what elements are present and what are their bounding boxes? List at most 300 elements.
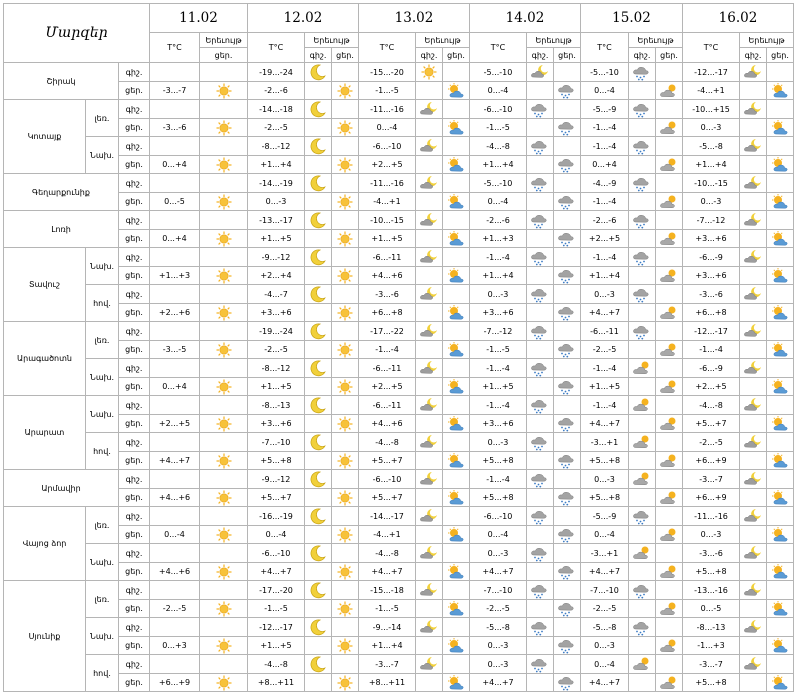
- weather-icon-night: [305, 137, 332, 156]
- weather-icon-day: [554, 415, 581, 433]
- temperature-value: -7...-12: [683, 211, 740, 230]
- weather-icon-night: [629, 526, 656, 544]
- weather-icon-day: [554, 322, 581, 341]
- temperature-value: -14...-19: [248, 174, 305, 193]
- forecast-table: [3, 3, 794, 692]
- weather-icon-night: [527, 655, 554, 674]
- period-label: գիշ.: [119, 248, 150, 267]
- cloud-sun-icon: [656, 83, 682, 99]
- weather-icon-cell: [200, 415, 248, 433]
- temperature-value: +6...+9: [150, 674, 200, 692]
- temperature-value: +2...+6: [150, 304, 200, 322]
- temperature-value: -1...-4: [470, 359, 527, 378]
- temperature-value: +1...+5: [248, 637, 305, 655]
- weather-icon-day: [656, 396, 683, 415]
- weather-icon-night: [629, 600, 656, 618]
- weather-icon-day: [554, 193, 581, 211]
- weather-icon-cell: [200, 618, 248, 637]
- table-row: [4, 248, 794, 267]
- table-row: [4, 285, 794, 304]
- temperature-value: -1...-5: [470, 119, 527, 137]
- weather-icon-night: [740, 119, 767, 137]
- weather-icon-day: [443, 341, 470, 359]
- weather-icon-day: [554, 211, 581, 230]
- weather-icon-night: [629, 174, 656, 193]
- cloud-moon-icon: [416, 619, 442, 635]
- weather-icon-day: [332, 248, 359, 267]
- weather-icon-night: [527, 119, 554, 137]
- phenomena-header: Երեւույթ: [305, 33, 359, 48]
- temperature-value: -2...-5: [581, 341, 629, 359]
- temperature-value: -9...-12: [248, 248, 305, 267]
- cloud-sun-icon: [656, 157, 682, 173]
- weather-icon-night: [629, 674, 656, 692]
- weather-icon-night: [416, 322, 443, 341]
- weather-icon-night: [527, 415, 554, 433]
- weather-icon-day: [443, 470, 470, 489]
- period-label: ցեր.: [119, 600, 150, 618]
- table-row: [4, 526, 794, 544]
- weather-icon-night: [305, 433, 332, 452]
- temperature-value: [150, 581, 200, 600]
- cloud-snow-icon: [527, 360, 553, 377]
- weather-icon-night: [629, 637, 656, 655]
- temperature-value: -9...-12: [248, 470, 305, 489]
- temperature-value: [150, 137, 200, 156]
- moon-icon: [305, 211, 331, 229]
- period-label: ցեր.: [119, 563, 150, 581]
- date-header: 15.02: [581, 4, 683, 33]
- weather-icon-day: [767, 600, 794, 618]
- temperature-value: -3...+1: [581, 433, 629, 452]
- sun-icon: [332, 527, 358, 543]
- date-header: 11.02: [150, 4, 248, 33]
- weather-icon-day: [554, 174, 581, 193]
- weather-icon-day: [554, 655, 581, 674]
- sun-cloud-icon: [443, 268, 469, 284]
- period-label: գիշ.: [119, 100, 150, 119]
- weather-icon-day: [656, 581, 683, 600]
- sun-icon: [200, 564, 247, 580]
- cloud-sun-icon: [656, 564, 682, 580]
- date-header: 13.02: [359, 4, 470, 33]
- cloud-moon-icon: [740, 582, 766, 598]
- cloud-snow-icon: [629, 582, 655, 599]
- temperature-value: 0...+4: [581, 156, 629, 174]
- temperature-value: [150, 359, 200, 378]
- weather-icon-cell: [200, 563, 248, 581]
- weather-icon-night: [740, 489, 767, 507]
- weather-icon-day: [767, 193, 794, 211]
- weather-icon-day: [656, 433, 683, 452]
- weather-icon-night: [629, 415, 656, 433]
- cloud-sun-icon: [656, 379, 682, 395]
- temperature-value: -6...-10: [470, 507, 527, 526]
- weather-icon-night: [305, 341, 332, 359]
- temperature-value: -1...-4: [581, 396, 629, 415]
- table-row: [4, 674, 794, 692]
- relief-type: լեռ.: [86, 507, 119, 544]
- cloud-snow-icon: [554, 600, 580, 617]
- weather-icon-day: [332, 174, 359, 193]
- temperature-value: +4...+7: [470, 674, 527, 692]
- weather-icon-day: [656, 415, 683, 433]
- weather-icon-day: [767, 341, 794, 359]
- cloud-snow-icon: [554, 119, 580, 136]
- weather-icon-day: [656, 248, 683, 267]
- table-row: [4, 63, 794, 82]
- forecast-table-wrapper: [3, 3, 794, 692]
- weather-icon-night: [740, 322, 767, 341]
- moon-icon: [305, 433, 331, 451]
- weather-icon-day: [767, 396, 794, 415]
- weather-icon-night: [629, 378, 656, 396]
- weather-icon-day: [767, 674, 794, 692]
- weather-icon-night: [629, 156, 656, 174]
- weather-icon-night: [305, 230, 332, 248]
- weather-icon-night: [527, 230, 554, 248]
- weather-icon-night: [305, 396, 332, 415]
- weather-icon-night: [416, 618, 443, 637]
- weather-icon-cell: [200, 156, 248, 174]
- temperature-value: -3...-7: [359, 655, 416, 674]
- temperature-value: 0...-3: [470, 285, 527, 304]
- period-day-header: ցեր.: [656, 48, 683, 63]
- cloud-sun-icon: [629, 471, 655, 487]
- weather-icon-day: [656, 193, 683, 211]
- weather-icon-day: [332, 137, 359, 156]
- moon-icon: [305, 359, 331, 377]
- temperature-value: -5...-9: [581, 100, 629, 119]
- weather-icon-night: [740, 230, 767, 248]
- temperature-value: -13...-17: [248, 211, 305, 230]
- weather-icon-day: [332, 156, 359, 174]
- cloud-moon-icon: [740, 175, 766, 191]
- weather-icon-night: [416, 82, 443, 100]
- weather-icon-day: [554, 82, 581, 100]
- cloud-moon-icon: [740, 619, 766, 635]
- temperature-value: +2...+5: [359, 156, 416, 174]
- cloud-moon-icon: [740, 508, 766, 524]
- weather-icon-night: [629, 63, 656, 82]
- weather-icon-night: [740, 433, 767, 452]
- weather-icon-night: [527, 82, 554, 100]
- phenomena-header: Երեւույթ: [527, 33, 581, 48]
- temperature-value: 0...-3: [470, 433, 527, 452]
- cloud-snow-icon: [554, 267, 580, 284]
- weather-icon-day: [656, 100, 683, 119]
- period-label: ցեր.: [119, 230, 150, 248]
- sun-icon: [332, 231, 358, 247]
- temperature-value: [150, 655, 200, 674]
- temperature-value: 0...-3: [248, 193, 305, 211]
- table-row: [4, 322, 794, 341]
- weather-icon-day: [443, 563, 470, 581]
- table-row: [4, 452, 794, 470]
- weather-icon-night: [305, 618, 332, 637]
- relief-type: հով.: [86, 433, 119, 470]
- cloud-snow-icon: [527, 434, 553, 451]
- sun-cloud-icon: [443, 83, 469, 99]
- weather-icon-day: [656, 600, 683, 618]
- cloud-moon-icon: [416, 175, 442, 191]
- table-row: [4, 600, 794, 618]
- temperature-value: +2...+5: [359, 378, 416, 396]
- temperature-value: -4...-8: [248, 655, 305, 674]
- period-night-header: գիշ.: [305, 48, 332, 63]
- temperature-value: -6...-9: [683, 359, 740, 378]
- temperature-value: -6...-10: [470, 100, 527, 119]
- temperature-value: [150, 396, 200, 415]
- sun-icon: [332, 305, 358, 321]
- weather-icon-night: [740, 193, 767, 211]
- sun-cloud-icon: [767, 416, 793, 432]
- weather-icon-day: [767, 82, 794, 100]
- weather-icon-night: [527, 137, 554, 156]
- weather-icon-day: [554, 489, 581, 507]
- weather-icon-night: [416, 563, 443, 581]
- weather-icon-day: [656, 637, 683, 655]
- weather-icon-day: [443, 526, 470, 544]
- weather-icon-night: [740, 600, 767, 618]
- relief-type: լեռ.: [86, 322, 119, 359]
- temperature-value: -2...-6: [248, 82, 305, 100]
- temperature-value: +5...+7: [683, 415, 740, 433]
- temperature-value: -12...-17: [248, 618, 305, 637]
- weather-icon-day: [332, 433, 359, 452]
- weather-icon-day: [443, 378, 470, 396]
- cloud-moon-icon: [740, 471, 766, 487]
- moon-icon: [305, 470, 331, 488]
- temperature-value: +1...+4: [248, 156, 305, 174]
- temperature-value: +5...+8: [248, 452, 305, 470]
- weather-icon-day: [767, 470, 794, 489]
- weather-icon-night: [305, 655, 332, 674]
- cloud-snow-icon: [527, 582, 553, 599]
- weather-icon-night: [305, 174, 332, 193]
- weather-icon-day: [554, 156, 581, 174]
- temperature-value: -2...-5: [581, 600, 629, 618]
- table-row: [4, 82, 794, 100]
- weather-icon-night: [305, 82, 332, 100]
- weather-icon-day: [443, 156, 470, 174]
- relief-type: լեռ.: [86, 581, 119, 618]
- moon-icon: [305, 581, 331, 599]
- moon-icon: [305, 322, 331, 340]
- cloud-moon-icon: [416, 101, 442, 117]
- weather-icon-cell: [200, 526, 248, 544]
- weather-icon-night: [740, 470, 767, 489]
- weather-icon-night: [527, 507, 554, 526]
- temperature-value: -6...-11: [581, 322, 629, 341]
- moon-icon: [305, 507, 331, 525]
- temperature-value: 0...-5: [683, 600, 740, 618]
- weather-icon-day: [554, 674, 581, 692]
- temperature-value: +5...+7: [359, 452, 416, 470]
- temp-header: T°C: [359, 33, 416, 63]
- temperature-value: -3...-6: [359, 285, 416, 304]
- weather-icon-day: [767, 489, 794, 507]
- weather-icon-day: [767, 285, 794, 304]
- weather-icon-day: [332, 581, 359, 600]
- weather-icon-night: [416, 396, 443, 415]
- cloud-moon-icon: [740, 545, 766, 561]
- period-day-header: ցեր.: [200, 48, 248, 63]
- weather-icon-night: [527, 341, 554, 359]
- temperature-value: +1...+4: [470, 156, 527, 174]
- weather-icon-cell: [200, 489, 248, 507]
- weather-icon-day: [767, 637, 794, 655]
- temperature-value: -1...-5: [248, 600, 305, 618]
- cloud-moon-icon: [416, 545, 442, 561]
- weather-icon-day: [443, 119, 470, 137]
- weather-icon-day: [656, 211, 683, 230]
- table-row: [4, 396, 794, 415]
- sun-icon: [200, 379, 247, 395]
- temperature-value: -3...-5: [150, 341, 200, 359]
- weather-icon-night: [416, 526, 443, 544]
- header-row-dates: [4, 4, 794, 33]
- weather-icon-night: [629, 359, 656, 378]
- weather-icon-cell: [200, 174, 248, 193]
- temperature-value: 0...-4: [359, 119, 416, 137]
- period-label: ցեր.: [119, 415, 150, 433]
- weather-icon-night: [416, 100, 443, 119]
- sun-cloud-icon: [767, 83, 793, 99]
- temperature-value: -1...-4: [359, 341, 416, 359]
- weather-icon-night: [527, 433, 554, 452]
- weather-icon-night: [740, 174, 767, 193]
- cloud-sun-icon: [629, 360, 655, 376]
- temperature-value: -4...-8: [359, 433, 416, 452]
- weather-icon-day: [554, 433, 581, 452]
- temperature-value: +1...+5: [248, 378, 305, 396]
- sun-cloud-icon: [767, 453, 793, 469]
- sun-cloud-icon: [443, 416, 469, 432]
- cloud-snow-icon: [527, 175, 553, 192]
- weather-icon-day: [554, 304, 581, 322]
- weather-icon-day: [656, 137, 683, 156]
- temperature-value: -2...-5: [248, 119, 305, 137]
- weather-icon-cell: [200, 341, 248, 359]
- weather-icon-day: [656, 544, 683, 563]
- temperature-value: -16...-19: [248, 507, 305, 526]
- temperature-value: [150, 507, 200, 526]
- temperature-value: -11...-16: [359, 174, 416, 193]
- weather-icon-cell: [200, 581, 248, 600]
- weather-icon-day: [656, 267, 683, 285]
- weather-icon-night: [305, 193, 332, 211]
- weather-icon-night: [416, 156, 443, 174]
- weather-icon-night: [527, 674, 554, 692]
- cloud-moon-icon: [416, 360, 442, 376]
- relief-type: հով.: [86, 285, 119, 322]
- cloud-moon-icon: [740, 249, 766, 265]
- weather-icon-night: [416, 285, 443, 304]
- sun-cloud-icon: [767, 305, 793, 321]
- cloud-sun-icon: [656, 305, 682, 321]
- temperature-value: -6...-11: [359, 248, 416, 267]
- temperature-value: 0...-5: [150, 193, 200, 211]
- period-day-header: ցեր.: [332, 48, 359, 63]
- temperature-value: -19...-24: [248, 63, 305, 82]
- weather-icon-night: [629, 82, 656, 100]
- cloud-moon-icon: [416, 508, 442, 524]
- weather-icon-night: [527, 581, 554, 600]
- weather-icon-night: [305, 63, 332, 82]
- sun-icon: [332, 601, 358, 617]
- temperature-value: +2...+5: [581, 230, 629, 248]
- weather-icon-day: [767, 304, 794, 322]
- sun-cloud-icon: [767, 342, 793, 358]
- weather-icon-night: [629, 322, 656, 341]
- period-label: ցեր.: [119, 489, 150, 507]
- weather-icon-cell: [200, 322, 248, 341]
- weather-icon-night: [740, 396, 767, 415]
- weather-icon-day: [443, 359, 470, 378]
- temperature-value: +6...+8: [683, 304, 740, 322]
- sun-icon: [200, 231, 247, 247]
- weather-icon-day: [443, 100, 470, 119]
- sun-icon: [416, 64, 442, 80]
- weather-icon-day: [656, 174, 683, 193]
- weather-icon-night: [740, 544, 767, 563]
- table-row: [4, 489, 794, 507]
- table-row: [4, 304, 794, 322]
- temperature-value: +3...+6: [683, 230, 740, 248]
- sun-icon: [332, 490, 358, 506]
- weather-icon-day: [767, 618, 794, 637]
- temperature-value: -12...-17: [683, 322, 740, 341]
- weather-icon-night: [629, 507, 656, 526]
- weather-icon-day: [332, 193, 359, 211]
- temperature-value: +1...+4: [470, 267, 527, 285]
- weather-icon-day: [767, 544, 794, 563]
- weather-icon-night: [416, 655, 443, 674]
- weather-icon-night: [629, 230, 656, 248]
- weather-icon-day: [554, 618, 581, 637]
- period-label: գիշ.: [119, 433, 150, 452]
- sun-cloud-icon: [443, 157, 469, 173]
- temperature-value: -3...-7: [683, 470, 740, 489]
- temperature-value: -2...-6: [470, 211, 527, 230]
- phenomena-header: Երեւույթ: [740, 33, 794, 48]
- weather-icon-day: [656, 304, 683, 322]
- moon-icon: [305, 137, 331, 155]
- weather-icon-day: [443, 304, 470, 322]
- temperature-value: +2...+4: [248, 267, 305, 285]
- cloud-sun-icon: [656, 120, 682, 136]
- cloud-snow-icon: [629, 508, 655, 525]
- table-row: [4, 193, 794, 211]
- temperature-value: +5...+8: [581, 489, 629, 507]
- region-name: Արարատ: [4, 396, 86, 470]
- cloud-sun-icon: [656, 638, 682, 654]
- temperature-value: +4...+6: [150, 489, 200, 507]
- table-row: [4, 359, 794, 378]
- cloud-sun-icon: [629, 434, 655, 450]
- weather-icon-cell: [200, 285, 248, 304]
- weather-icon-day: [656, 507, 683, 526]
- period-label: ցեր.: [119, 637, 150, 655]
- weather-icon-day: [767, 452, 794, 470]
- period-day-header: ցեր.: [443, 48, 470, 63]
- temperature-value: 0...-4: [248, 526, 305, 544]
- temp-header: T°C: [683, 33, 740, 63]
- table-row: [4, 544, 794, 563]
- temperature-value: 0...-4: [470, 193, 527, 211]
- weather-icon-night: [305, 304, 332, 322]
